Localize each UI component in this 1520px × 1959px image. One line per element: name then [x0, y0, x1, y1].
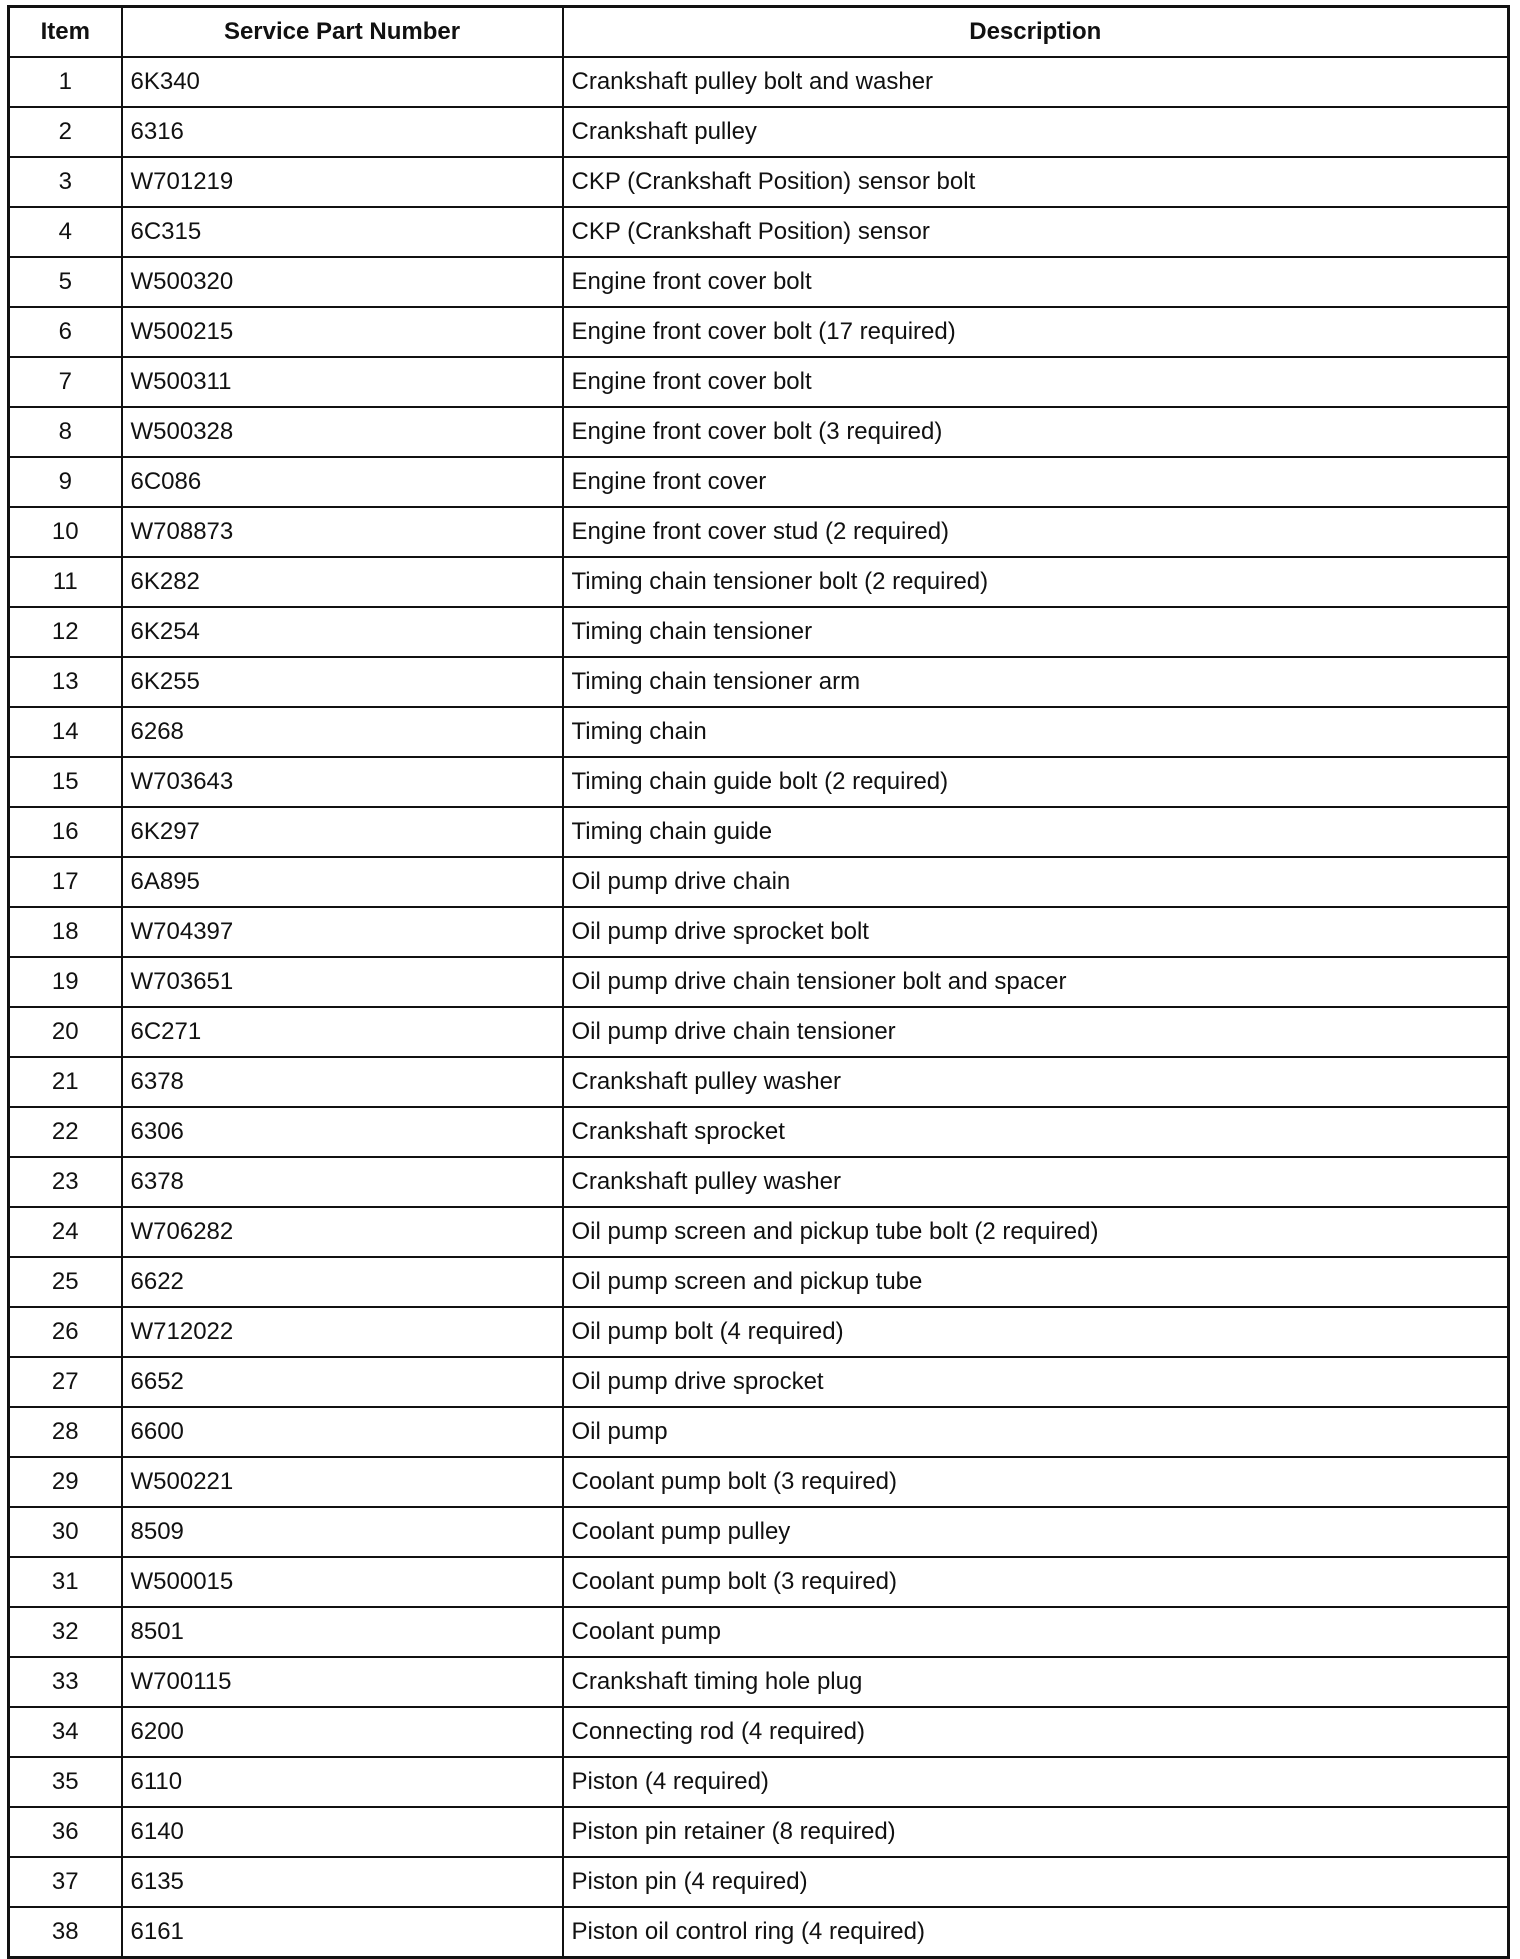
cell-item: 21	[9, 1057, 122, 1107]
cell-part-number: 6316	[122, 107, 563, 157]
cell-part-number: 6140	[122, 1807, 563, 1857]
table-row	[9, 1707, 1509, 1757]
cell-part-number: 6C086	[122, 457, 563, 507]
table-row	[9, 1457, 1509, 1507]
table-row	[9, 607, 1509, 657]
cell-item: 20	[9, 1007, 122, 1057]
cell-description: Timing chain tensioner	[563, 607, 1509, 657]
cell-part-number: 6200	[122, 1707, 563, 1757]
cell-description: Engine front cover bolt	[563, 357, 1509, 407]
cell-part-number: 6306	[122, 1107, 563, 1157]
table-row	[9, 457, 1509, 507]
table-row	[9, 1157, 1509, 1207]
cell-item: 35	[9, 1757, 122, 1807]
cell-item: 12	[9, 607, 122, 657]
header-part-number: Service Part Number	[122, 7, 563, 58]
table-row	[9, 1107, 1509, 1157]
cell-part-number: 6K255	[122, 657, 563, 707]
table-row	[9, 507, 1509, 557]
cell-part-number: 6A895	[122, 857, 563, 907]
cell-description: Engine front cover bolt (17 required)	[563, 307, 1509, 357]
header-item: Item	[9, 7, 122, 58]
cell-item: 31	[9, 1557, 122, 1607]
cell-part-number: 6110	[122, 1757, 563, 1807]
cell-description: Crankshaft timing hole plug	[563, 1657, 1509, 1707]
cell-item: 18	[9, 907, 122, 957]
cell-description: Oil pump screen and pickup tube	[563, 1257, 1509, 1307]
table-row	[9, 207, 1509, 257]
cell-description: Timing chain	[563, 707, 1509, 757]
table-row	[9, 1257, 1509, 1307]
cell-part-number: 6K297	[122, 807, 563, 857]
cell-description: Coolant pump bolt (3 required)	[563, 1557, 1509, 1607]
cell-description: Engine front cover	[563, 457, 1509, 507]
cell-description: Crankshaft pulley	[563, 107, 1509, 157]
cell-part-number: 6652	[122, 1357, 563, 1407]
cell-part-number: 6378	[122, 1157, 563, 1207]
cell-item: 7	[9, 357, 122, 407]
cell-description: Piston (4 required)	[563, 1757, 1509, 1807]
table-header	[9, 7, 1509, 58]
cell-item: 6	[9, 307, 122, 357]
cell-item: 36	[9, 1807, 122, 1857]
cell-part-number: 6C315	[122, 207, 563, 257]
table-row	[9, 657, 1509, 707]
cell-description: Crankshaft pulley washer	[563, 1057, 1509, 1107]
cell-part-number: W500221	[122, 1457, 563, 1507]
table-row	[9, 157, 1509, 207]
table-row	[9, 1607, 1509, 1657]
cell-part-number: W500015	[122, 1557, 563, 1607]
cell-part-number: 6622	[122, 1257, 563, 1307]
cell-item: 10	[9, 507, 122, 557]
cell-part-number: W704397	[122, 907, 563, 957]
cell-item: 33	[9, 1657, 122, 1707]
table-row	[9, 707, 1509, 757]
cell-part-number: W708873	[122, 507, 563, 557]
cell-part-number: W500311	[122, 357, 563, 407]
cell-item: 27	[9, 1357, 122, 1407]
cell-part-number: 6K340	[122, 57, 563, 107]
cell-part-number: 6C271	[122, 1007, 563, 1057]
cell-part-number: W701219	[122, 157, 563, 207]
table-row	[9, 307, 1509, 357]
cell-description: Timing chain guide bolt (2 required)	[563, 757, 1509, 807]
cell-part-number: W703643	[122, 757, 563, 807]
cell-part-number: 6161	[122, 1907, 563, 1958]
cell-part-number: W700115	[122, 1657, 563, 1707]
cell-item: 24	[9, 1207, 122, 1257]
table-row	[9, 1407, 1509, 1457]
cell-item: 34	[9, 1707, 122, 1757]
cell-description: Connecting rod (4 required)	[563, 1707, 1509, 1757]
cell-description: Timing chain tensioner arm	[563, 657, 1509, 707]
cell-description: Oil pump drive sprocket bolt	[563, 907, 1509, 957]
table-row	[9, 1007, 1509, 1057]
cell-description: Oil pump drive chain tensioner	[563, 1007, 1509, 1057]
cell-description: Coolant pump pulley	[563, 1507, 1509, 1557]
cell-item: 15	[9, 757, 122, 807]
cell-item: 14	[9, 707, 122, 757]
cell-part-number: W706282	[122, 1207, 563, 1257]
table-row	[9, 357, 1509, 407]
cell-item: 8	[9, 407, 122, 457]
table-row	[9, 1207, 1509, 1257]
cell-item: 38	[9, 1907, 122, 1958]
table-row	[9, 1357, 1509, 1407]
cell-description: Oil pump drive chain tensioner bolt and spacer	[563, 957, 1509, 1007]
table-row	[9, 1907, 1509, 1958]
cell-item: 9	[9, 457, 122, 507]
cell-description: Oil pump bolt (4 required)	[563, 1307, 1509, 1357]
cell-item: 4	[9, 207, 122, 257]
cell-description: CKP (Crankshaft Position) sensor	[563, 207, 1509, 257]
cell-part-number: W712022	[122, 1307, 563, 1357]
table-row	[9, 1307, 1509, 1357]
cell-description: Oil pump screen and pickup tube bolt (2 required)	[563, 1207, 1509, 1257]
cell-description: Piston pin retainer (8 required)	[563, 1807, 1509, 1857]
cell-item: 28	[9, 1407, 122, 1457]
cell-part-number: W500328	[122, 407, 563, 457]
table-row	[9, 857, 1509, 907]
cell-description: Coolant pump	[563, 1607, 1509, 1657]
cell-part-number: 6268	[122, 707, 563, 757]
cell-item: 3	[9, 157, 122, 207]
cell-part-number: W500215	[122, 307, 563, 357]
cell-item: 30	[9, 1507, 122, 1557]
cell-item: 23	[9, 1157, 122, 1207]
cell-item: 1	[9, 57, 122, 107]
table-row	[9, 1507, 1509, 1557]
cell-item: 32	[9, 1607, 122, 1657]
cell-item: 37	[9, 1857, 122, 1907]
cell-description: Engine front cover stud (2 required)	[563, 507, 1509, 557]
cell-description: Crankshaft pulley washer	[563, 1157, 1509, 1207]
cell-part-number: 6600	[122, 1407, 563, 1457]
cell-part-number: 8501	[122, 1607, 563, 1657]
table-row	[9, 257, 1509, 307]
table-row	[9, 1757, 1509, 1807]
cell-part-number: 6378	[122, 1057, 563, 1107]
cell-item: 16	[9, 807, 122, 857]
cell-item: 11	[9, 557, 122, 607]
cell-item: 26	[9, 1307, 122, 1357]
table-row	[9, 1857, 1509, 1907]
cell-description: CKP (Crankshaft Position) sensor bolt	[563, 157, 1509, 207]
cell-part-number: 6135	[122, 1857, 563, 1907]
cell-part-number: 6K254	[122, 607, 563, 657]
cell-item: 22	[9, 1107, 122, 1157]
cell-description: Oil pump drive sprocket	[563, 1357, 1509, 1407]
cell-part-number: W500320	[122, 257, 563, 307]
cell-item: 17	[9, 857, 122, 907]
cell-part-number: 8509	[122, 1507, 563, 1557]
cell-item: 29	[9, 1457, 122, 1507]
parts-table	[7, 5, 1510, 1959]
table-row	[9, 57, 1509, 107]
cell-item: 13	[9, 657, 122, 707]
cell-description: Engine front cover bolt	[563, 257, 1509, 307]
table-row	[9, 807, 1509, 857]
cell-description: Timing chain tensioner bolt (2 required)	[563, 557, 1509, 607]
table-body	[9, 57, 1509, 1958]
cell-part-number: W703651	[122, 957, 563, 1007]
table-row	[9, 1657, 1509, 1707]
cell-description: Timing chain guide	[563, 807, 1509, 857]
table-row	[9, 107, 1509, 157]
cell-item: 19	[9, 957, 122, 1007]
table-row	[9, 757, 1509, 807]
cell-item: 5	[9, 257, 122, 307]
cell-description: Crankshaft sprocket	[563, 1107, 1509, 1157]
cell-description: Piston pin (4 required)	[563, 1857, 1509, 1907]
table-row	[9, 907, 1509, 957]
table-row	[9, 957, 1509, 1007]
cell-item: 25	[9, 1257, 122, 1307]
cell-description: Piston oil control ring (4 required)	[563, 1907, 1509, 1958]
cell-part-number: 6K282	[122, 557, 563, 607]
cell-description: Crankshaft pulley bolt and washer	[563, 57, 1509, 107]
table-row	[9, 557, 1509, 607]
table-row	[9, 407, 1509, 457]
table-row	[9, 1807, 1509, 1857]
cell-description: Engine front cover bolt (3 required)	[563, 407, 1509, 457]
cell-description: Coolant pump bolt (3 required)	[563, 1457, 1509, 1507]
table-row	[9, 1557, 1509, 1607]
header-row	[9, 7, 1509, 58]
table-row	[9, 1057, 1509, 1107]
cell-description: Oil pump drive chain	[563, 857, 1509, 907]
cell-item: 2	[9, 107, 122, 157]
header-description: Description	[563, 7, 1509, 58]
cell-description: Oil pump	[563, 1407, 1509, 1457]
